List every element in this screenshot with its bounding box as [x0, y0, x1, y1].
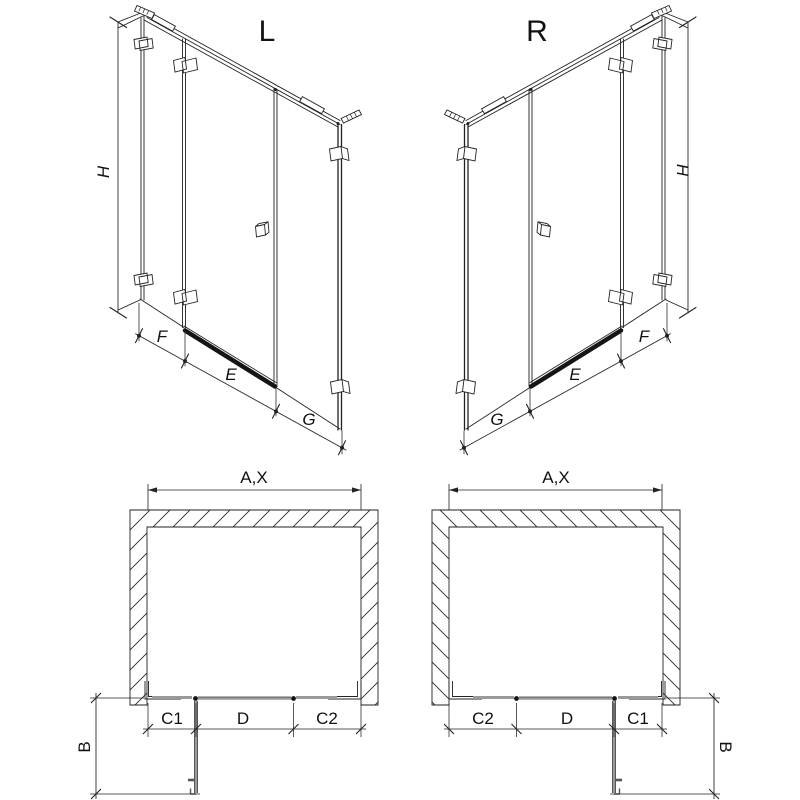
- dim-label-c2-left: C2: [316, 709, 338, 728]
- elevation-left-geometry: [110, 6, 362, 455]
- dim-label-c1-left: C1: [161, 709, 183, 728]
- elevation-left-variant-label: L: [258, 15, 276, 48]
- dim-label-e-right: E: [569, 365, 581, 384]
- dim-label-height-right: H: [673, 163, 692, 177]
- dim-label-g-left: G: [302, 410, 316, 429]
- dim-label-e-left: E: [225, 365, 237, 384]
- dim-label-c1-right: C1: [627, 709, 649, 728]
- dim-label-b-left: B: [75, 741, 94, 753]
- dim-label-b-right: B: [716, 741, 735, 753]
- dim-label-d-right: D: [560, 709, 574, 728]
- dim-label-width-left: A,X: [240, 468, 268, 487]
- dim-label-height-left: H: [94, 165, 113, 179]
- elevation-right-geometry: [445, 6, 697, 455]
- plan-left-geometry: [90, 484, 378, 799]
- dim-label-width-right: A,X: [542, 468, 570, 487]
- plan-right-geometry: [432, 484, 720, 799]
- dim-label-c2-right: C2: [472, 709, 494, 728]
- elevation-right-variant-label: R: [526, 15, 548, 48]
- dim-label-f-left: F: [156, 327, 168, 346]
- dim-label-f-right: F: [638, 327, 650, 346]
- dim-label-g-right: G: [490, 410, 504, 429]
- dim-label-d-left: D: [236, 709, 250, 728]
